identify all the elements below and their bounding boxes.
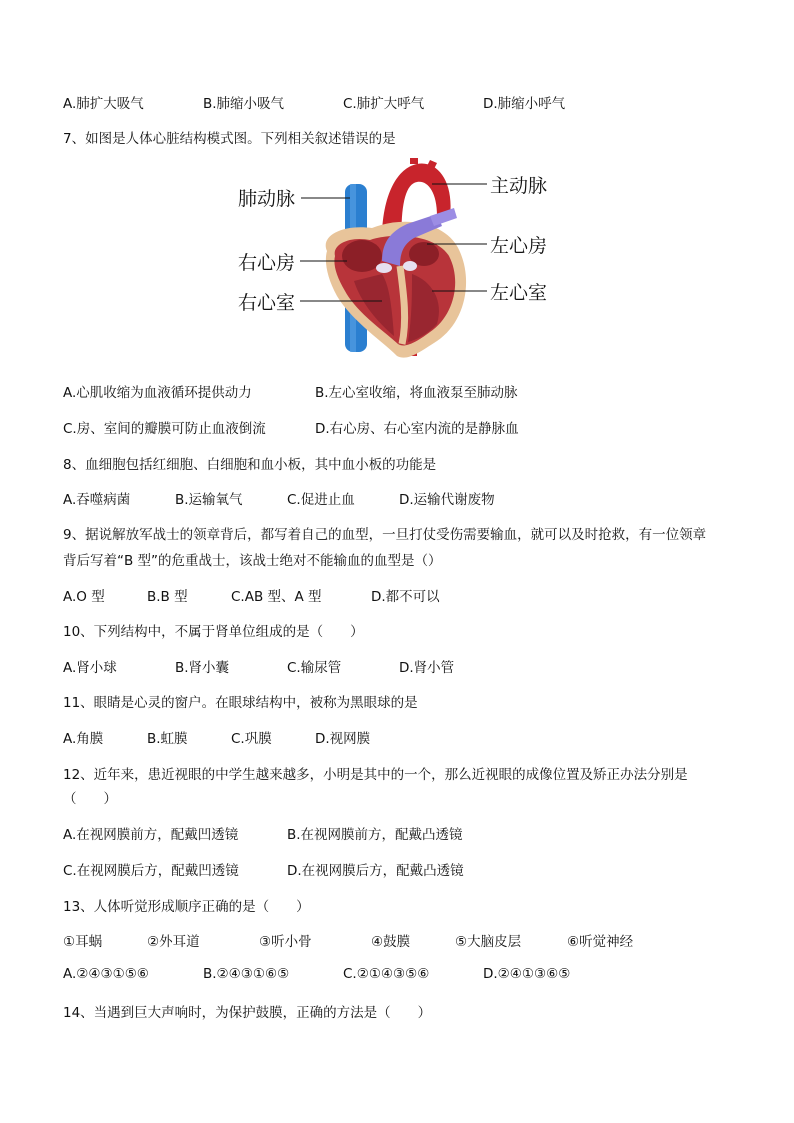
q13-item-6: ⑥听觉神经 — [567, 934, 634, 950]
label-pulmonary-artery: 肺动脉 — [238, 188, 296, 210]
q6-option-c: C.肺扩大呼气 — [343, 96, 425, 112]
q9-option-c: C.AB 型、A 型 — [231, 589, 322, 605]
q9-option-d: D.都不可以 — [371, 589, 440, 605]
q10-option-d: D.肾小管 — [399, 660, 455, 676]
q13-item-4: ④鼓膜 — [371, 934, 411, 950]
q13-option-a: A.②④③①⑤⑥ — [63, 966, 149, 982]
q13-item-2: ②外耳道 — [147, 934, 200, 950]
q8-option-c: C.促进止血 — [287, 492, 355, 508]
q8-stem: 8、血细胞包括红细胞、白细胞和血小板，其中血小板的功能是 — [63, 457, 437, 473]
q12-option-d: D.在视网膜后方，配戴凸透镜 — [287, 863, 464, 879]
q10-option-c: C.输尿管 — [287, 660, 342, 676]
q13-item-3: ③听小骨 — [259, 934, 312, 950]
q7-stem: 7、如图是人体心脏结构模式图。下列相关叙述错误的是 — [63, 131, 396, 147]
q7-option-a: A.心肌收缩为血液循环提供动力 — [63, 385, 252, 401]
label-left-atrium: 左心房 — [490, 235, 548, 257]
q12-stem-line2: （ ） — [63, 791, 117, 807]
q7-option-b: B.左心室收缩，将血液泵至肺动脉 — [315, 385, 518, 401]
label-left-ventricle: 左心室 — [490, 282, 548, 304]
q11-option-d: D.视网膜 — [315, 731, 371, 747]
q10-stem: 10、下列结构中，不属于肾单位组成的是（ ） — [63, 624, 364, 640]
q8-option-a: A.吞噬病菌 — [63, 492, 131, 508]
heart-diagram — [232, 156, 562, 362]
q11-option-a: A.角膜 — [63, 731, 104, 747]
q6-option-a: A.肺扩大吸气 — [63, 96, 144, 112]
q8-option-d: D.运输代谢废物 — [399, 492, 495, 508]
q10-option-a: A.肾小球 — [63, 660, 117, 676]
q9-option-b: B.B 型 — [147, 589, 188, 605]
q9-stem-line2: 背后写着“B 型”的危重战士，该战士绝对不能输血的血型是（） — [63, 553, 442, 569]
q6-option-b: B.肺缩小吸气 — [203, 96, 285, 112]
q13-option-d: D.②④①③⑥⑤ — [483, 966, 571, 982]
q12-option-a: A.在视网膜前方，配戴凹透镜 — [63, 827, 239, 843]
q11-option-b: B.虹膜 — [147, 731, 188, 747]
q11-option-c: C.巩膜 — [231, 731, 272, 747]
q13-item-5: ⑤大脑皮层 — [455, 934, 522, 950]
q10-option-b: B.肾小囊 — [175, 660, 230, 676]
label-right-ventricle: 右心室 — [238, 292, 296, 314]
q12-option-b: B.在视网膜前方，配戴凸透镜 — [287, 827, 463, 843]
q9-option-a: A.O 型 — [63, 589, 105, 605]
q12-stem-line1: 12、近年来，患近视眼的中学生越来越多，小明是其中的一个，那么近视眼的成像位置及矫正办法分别是 — [63, 767, 688, 783]
q6-option-d: D.肺缩小呼气 — [483, 96, 566, 112]
q13-option-b: B.②④③①⑥⑤ — [203, 966, 290, 982]
q7-option-d: D.右心房、右心室内流的是静脉血 — [315, 421, 519, 437]
q11-stem: 11、眼睛是心灵的窗户。在眼球结构中，被称为黑眼球的是 — [63, 695, 418, 711]
label-aorta: 主动脉 — [490, 175, 548, 197]
q12-option-c: C.在视网膜后方，配戴凹透镜 — [63, 863, 239, 879]
q14-stem: 14、当遇到巨大声响时，为保护鼓膜，正确的方法是（ ） — [63, 1005, 432, 1021]
q13-item-1: ①耳蜗 — [63, 934, 103, 950]
label-right-atrium: 右心房 — [238, 252, 296, 274]
q9-stem-line1: 9、据说解放军战士的领章背后，都写着自己的血型，一旦打仗受伤需要输血，就可以及时抢救，有一位领章 — [63, 527, 707, 543]
q13-stem: 13、人体听觉形成顺序正确的是（ ） — [63, 899, 310, 915]
q7-option-c: C.房、室间的瓣膜可防止血液倒流 — [63, 421, 266, 437]
q8-option-b: B.运输氧气 — [175, 492, 243, 508]
q13-option-c: C.②①④③⑤⑥ — [343, 966, 430, 982]
